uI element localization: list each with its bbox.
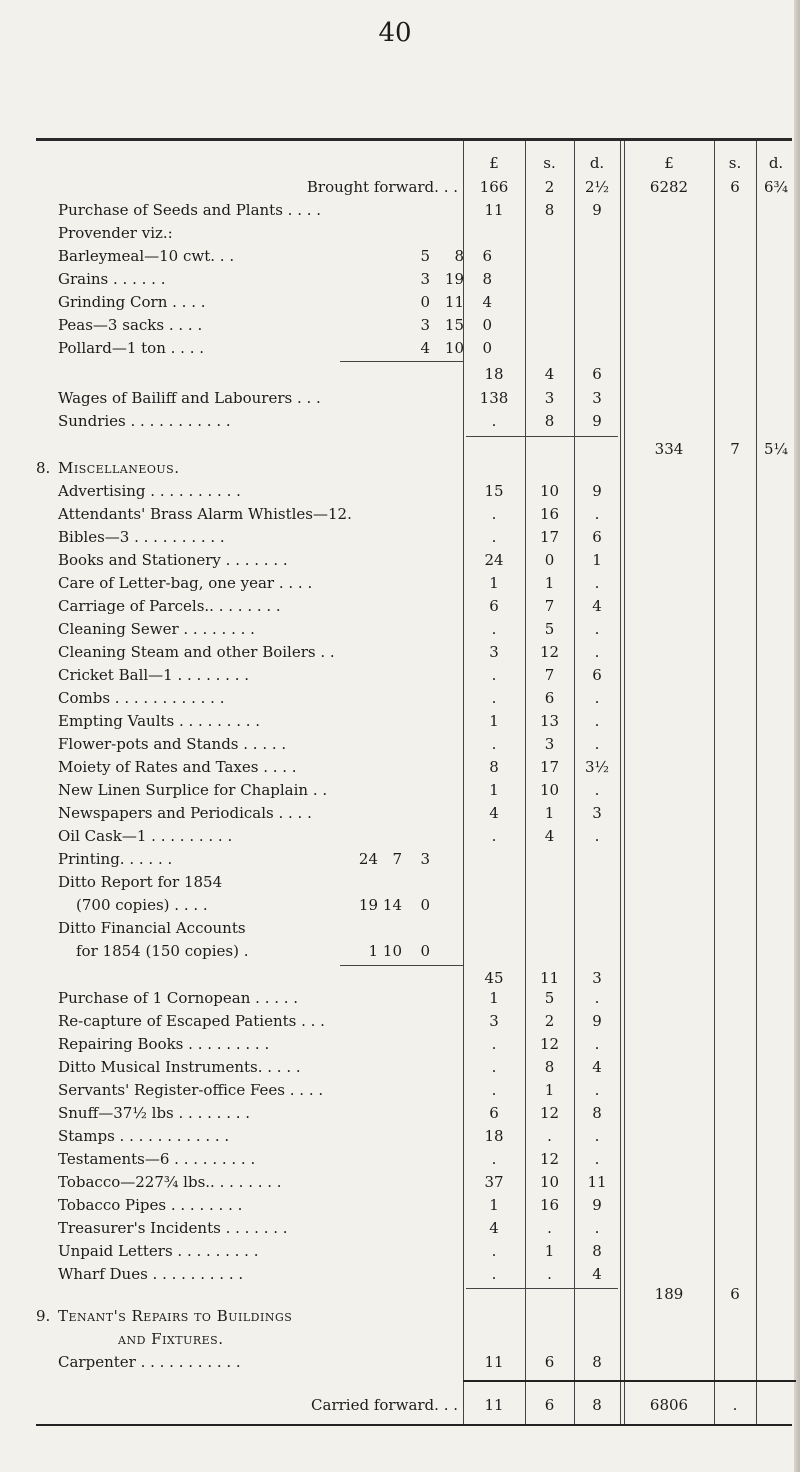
ledger-item-pence: . — [594, 735, 600, 753]
seeds-label: Purchase of Seeds and Plants . . . . — [58, 201, 322, 219]
tenants-section-title-cont: and Fixtures. — [118, 1330, 224, 1348]
ledger-item-pence: 3½ — [584, 758, 610, 776]
provender-item-shillings: 10 — [444, 339, 464, 357]
ledger-item-shillings: 12 — [539, 1035, 560, 1053]
ledger-item-pence: 3 — [592, 804, 602, 822]
ledger-item-pence: . — [594, 712, 600, 730]
misc-total-pounds: 189 — [654, 1285, 684, 1303]
ledger-item-pence: 9 — [592, 1012, 602, 1030]
sundries-pounds: . — [491, 412, 497, 430]
ledger-item-shillings: 3 — [544, 735, 555, 753]
ledger-item-label: Cricket Ball—1 . . . . . . . . — [58, 666, 250, 684]
sundries-shillings: 8 — [544, 412, 555, 430]
carpenter-label: Carpenter . . . . . . . . . . . — [58, 1353, 241, 1371]
ledger-item-shillings: 1 — [544, 804, 555, 822]
ledger-item-pence: 4 — [592, 1265, 602, 1283]
ledger-item-shillings: 16 — [539, 505, 560, 523]
ledger-item-shillings: 1 — [544, 574, 555, 592]
ledger-item-pence: 9 — [592, 482, 602, 500]
ledger-item-pence: . — [594, 574, 600, 592]
ledger-item-label: Treasurer's Incidents . . . . . . . — [58, 1219, 288, 1237]
provender-item-label: Pollard—1 ton . . . . — [58, 339, 205, 357]
ledger-item-pounds: . — [491, 689, 497, 707]
column-rule — [714, 141, 715, 1424]
provender-item-pence: 0 — [482, 316, 492, 334]
ledger-item-pounds: 3 — [489, 1012, 499, 1030]
carpenter-pounds: 11 — [484, 1353, 504, 1371]
provender-item-pence: 4 — [482, 293, 492, 311]
ledger-item-label: Unpaid Letters . . . . . . . . . — [58, 1242, 259, 1260]
wages-label: Wages of Bailiff and Labourers . . . — [58, 389, 321, 407]
provender-item-pounds: 3 — [420, 270, 430, 288]
section-total-pence: 5¼ — [763, 440, 789, 458]
provender-item-shillings: 19 — [444, 270, 464, 288]
ledger-item-label: Books and Stationery . . . . . . . — [58, 551, 288, 569]
ledger-item-pounds: 3 — [489, 643, 499, 661]
ledger-item-label: Servants' Register-office Fees . . . . — [58, 1081, 324, 1099]
wages-shillings: 3 — [544, 389, 555, 407]
ledger-item-pounds: 1 — [489, 712, 499, 730]
misc-total-rule — [466, 1288, 618, 1289]
column-rule — [620, 141, 621, 1424]
ledger-item-pounds: 6 — [489, 1104, 499, 1122]
ledger-item-pence: 4 — [592, 597, 602, 615]
ledger-item-shillings: 10 — [539, 781, 560, 799]
ledger-item-label: Oil Cask—1 . . . . . . . . . — [58, 827, 233, 845]
provender-item-label: Barleymeal—10 cwt. . . — [58, 247, 235, 265]
brought-forward-shillings: 2 — [544, 178, 555, 196]
ledger-item-pounds: 15 — [484, 482, 504, 500]
ledger-item-pounds: . — [491, 827, 497, 845]
ledger-item-label: Moiety of Rates and Taxes . . . . — [58, 758, 297, 776]
printing-item-pounds: 19 — [358, 896, 378, 914]
ledger-item-pounds: 1 — [489, 1196, 499, 1214]
misc-total-shillings: 6 — [730, 1285, 740, 1303]
ledger-item-label: Tobacco—227¾ lbs.. . . . . . . . — [58, 1173, 282, 1191]
ledger-item-pounds: . — [491, 620, 497, 638]
provender-item-shillings: 11 — [444, 293, 464, 311]
ledger-item-pence: . — [594, 643, 600, 661]
printing-item-pounds: 1 — [368, 942, 378, 960]
ledger-item-pence: . — [594, 620, 600, 638]
ledger-item-shillings: 2 — [544, 1012, 555, 1030]
carried-forward-total-shillings: . — [732, 1396, 738, 1414]
provender-item-pounds: 0 — [420, 293, 430, 311]
ledger-item-shillings: 1 — [544, 1242, 555, 1260]
ledger-item-pence: . — [594, 989, 600, 1007]
ledger-item-pounds: 24 — [484, 551, 504, 569]
ledger-item-shillings: 12 — [539, 1150, 560, 1168]
seeds-pence: 9 — [592, 201, 602, 219]
ledger-item-shillings: 5 — [544, 620, 555, 638]
ledger-item-shillings: 12 — [539, 643, 560, 661]
header-shillings-right: s. — [728, 154, 742, 172]
provender-item-pounds: 4 — [420, 339, 430, 357]
ledger-item-pence: . — [594, 1127, 600, 1145]
provender-item-pounds: 5 — [420, 247, 430, 265]
ledger-item-label: Tobacco Pipes . . . . . . . . — [58, 1196, 243, 1214]
brought-forward-total-pounds: 6282 — [649, 178, 689, 196]
ledger-item-pence: 11 — [587, 1173, 607, 1191]
ledger-item-shillings: 7 — [544, 666, 555, 684]
ledger-item-label: Snuff—37½ lbs . . . . . . . . — [58, 1104, 251, 1122]
ledger-item-pounds: . — [491, 505, 497, 523]
printing-item-pounds: 24 — [358, 850, 378, 868]
ledger-item-pence: 9 — [592, 1196, 602, 1214]
carried-forward-shillings: 6 — [544, 1396, 555, 1414]
brought-forward-pounds: 166 — [479, 178, 509, 196]
misc-section-number: 8. — [36, 459, 51, 477]
carpenter-shillings: 6 — [544, 1353, 555, 1371]
ledger-item-pence: . — [594, 1035, 600, 1053]
carried-forward-pounds: 11 — [484, 1396, 504, 1414]
ledger-item-pounds: . — [491, 1242, 497, 1260]
seeds-pounds: 11 — [484, 201, 504, 219]
carried-forward-total-pounds: 6806 — [649, 1396, 689, 1414]
ledger-item-pence: 6 — [592, 666, 602, 684]
header-shillings: s. — [543, 154, 556, 172]
printing-total-pence: 3 — [592, 969, 602, 987]
ledger-item-shillings: 16 — [539, 1196, 560, 1214]
ledger-item-pence: 4 — [592, 1058, 602, 1076]
ledger-item-pounds: 8 — [489, 758, 499, 776]
printing-item-label: (700 copies) . . . . — [76, 896, 208, 914]
provender-item-pence: 0 — [482, 339, 492, 357]
provender-item-label: Grinding Corn . . . . — [58, 293, 206, 311]
header-pounds: £ — [489, 154, 499, 172]
ledger-item-shillings: 6 — [544, 689, 555, 707]
printing-item-shillings: 10 — [382, 942, 402, 960]
provender-title: Provender viz.: — [58, 224, 173, 242]
ledger-item-pence: . — [594, 781, 600, 799]
ledger-item-pounds: 4 — [489, 804, 499, 822]
seeds-shillings: 8 — [544, 201, 555, 219]
ledger-item-label: Carriage of Parcels.. . . . . . . . — [58, 597, 281, 615]
ledger-item-pounds: . — [491, 735, 497, 753]
ledger-item-pence: 6 — [592, 528, 602, 546]
ledger-item-shillings: 13 — [539, 712, 560, 730]
ledger-item-shillings: 10 — [539, 1173, 560, 1191]
column-rule — [756, 141, 757, 1424]
ledger-item-shillings: 12 — [539, 1104, 560, 1122]
brought-forward-total-pence: 6¾ — [763, 178, 789, 196]
brought-forward-label: Brought forward. . . — [306, 178, 458, 196]
ledger-item-shillings: 10 — [539, 482, 560, 500]
ledger-item-shillings: 5 — [544, 989, 555, 1007]
ledger-item-label: Combs . . . . . . . . . . . . — [58, 689, 225, 707]
printing-total-pounds: 45 — [484, 969, 504, 987]
printing-item-pence: 0 — [420, 942, 430, 960]
ledger-item-pence: . — [594, 1219, 600, 1237]
printing-item-shillings: 7 — [392, 850, 402, 868]
provender-item-label: Grains . . . . . . — [58, 270, 166, 288]
ledger-item-shillings: 1 — [544, 1081, 555, 1099]
carried-forward-label: Carried forward. . . — [311, 1396, 458, 1414]
ledger-item-shillings: 7 — [544, 597, 555, 615]
ledger-item-pounds: . — [491, 1081, 497, 1099]
brought-forward-pence: 2½ — [584, 178, 610, 196]
section-total-rule — [466, 436, 618, 437]
tenants-section-number: 9. — [36, 1307, 51, 1325]
wages-pence: 3 — [592, 389, 602, 407]
page-number: 40 — [378, 18, 412, 48]
printing-item-label: for 1854 (150 copies) . — [76, 942, 249, 960]
header-pence-right: d. — [768, 154, 784, 172]
ledger-item-pence: . — [594, 689, 600, 707]
printing-item-label: Ditto Financial Accounts — [58, 919, 246, 937]
ledger-item-pounds: . — [491, 1265, 497, 1283]
provender-total-pounds: 18 — [484, 365, 504, 383]
provender-subtotal-rule — [340, 361, 463, 362]
ledger-item-shillings: . — [547, 1219, 552, 1237]
ledger-item-label: Newspapers and Periodicals . . . . — [58, 804, 312, 822]
ledger-item-pounds: 37 — [484, 1173, 504, 1191]
ledger-item-pence: 1 — [592, 551, 602, 569]
ledger-item-pounds: 4 — [489, 1219, 499, 1237]
ledger-item-label: Purchase of 1 Cornopean . . . . . — [58, 989, 299, 1007]
ledger-item-shillings: 4 — [544, 827, 555, 845]
page-edge — [794, 0, 800, 1472]
ledger-item-shillings: 0 — [544, 551, 555, 569]
header-pence: d. — [589, 154, 605, 172]
carpenter-pence: 8 — [592, 1353, 602, 1371]
provender-total-pence: 6 — [592, 365, 602, 383]
provender-item-shillings: 15 — [444, 316, 464, 334]
column-rule — [624, 141, 625, 1424]
printing-total-shillings: 11 — [539, 969, 560, 987]
ledger-item-pounds: 1 — [489, 781, 499, 799]
ledger-item-shillings: 8 — [544, 1058, 555, 1076]
provender-item-label: Peas—3 sacks . . . . — [58, 316, 203, 334]
provender-item-shillings: 8 — [454, 247, 464, 265]
ledger-item-label: Attendants' Brass Alarm Whistles—12. — [58, 505, 352, 523]
printing-item-pence: 3 — [420, 850, 430, 868]
sundries-label: Sundries . . . . . . . . . . . — [58, 412, 231, 430]
ledger-item-label: New Linen Surplice for Chaplain . . — [58, 781, 328, 799]
ledger-item-pounds: 18 — [484, 1127, 504, 1145]
ledger-item-label: Re-capture of Escaped Patients . . . — [58, 1012, 325, 1030]
provender-total-shillings: 4 — [544, 365, 555, 383]
provender-item-pence: 6 — [482, 247, 492, 265]
ledger-item-label: Cleaning Sewer . . . . . . . . — [58, 620, 255, 638]
ledger-item-pounds: . — [491, 666, 497, 684]
carried-forward-rule — [463, 1380, 796, 1382]
sundries-pence: 9 — [592, 412, 602, 430]
ledger-item-label: Wharf Dues . . . . . . . . . . — [58, 1265, 244, 1283]
header-pounds-right: £ — [664, 154, 674, 172]
provender-item-pounds: 3 — [420, 316, 430, 334]
ledger-item-label: Repairing Books . . . . . . . . . — [58, 1035, 270, 1053]
ledger-item-pounds: 6 — [489, 597, 499, 615]
ledger-item-pounds: . — [491, 1058, 497, 1076]
ledger-item-shillings: . — [547, 1127, 552, 1145]
printing-subtotal-rule — [340, 965, 463, 966]
ledger-item-label: Empting Vaults . . . . . . . . . — [58, 712, 261, 730]
printing-item-pence: 0 — [420, 896, 430, 914]
ledger-item-label: Flower-pots and Stands . . . . . — [58, 735, 287, 753]
ledger-item-pounds: 1 — [489, 574, 499, 592]
section-total-shillings: 7 — [730, 440, 740, 458]
wages-pounds: 138 — [479, 389, 509, 407]
ledger-item-pence: . — [594, 827, 600, 845]
tenants-section-title: Tenant's Repairs to Buildings — [58, 1307, 293, 1325]
ledger-item-pence: 8 — [592, 1242, 602, 1260]
ledger-item-label: Cleaning Steam and other Boilers . . — [58, 643, 335, 661]
brought-forward-total-shillings: 6 — [730, 178, 740, 196]
ledger-item-shillings: 17 — [539, 528, 560, 546]
provender-item-pence: 8 — [482, 270, 492, 288]
section-total-pounds: 334 — [654, 440, 684, 458]
ledger-item-pounds: 1 — [489, 989, 499, 1007]
printing-item-label: Ditto Report for 1854 — [58, 873, 223, 891]
ledger-item-pence: . — [594, 1081, 600, 1099]
carried-forward-pence: 8 — [592, 1396, 602, 1414]
ledger-item-pence: . — [594, 1150, 600, 1168]
ledger-item-label: Stamps . . . . . . . . . . . . — [58, 1127, 230, 1145]
ledger-item-shillings: . — [547, 1265, 552, 1283]
ledger-item-shillings: 17 — [539, 758, 560, 776]
ledger-item-pounds: . — [491, 1035, 497, 1053]
printing-item-label: Printing. . . . . . — [58, 850, 173, 868]
ledger-item-pence: . — [594, 505, 600, 523]
top-rule — [36, 138, 792, 141]
ledger-item-label: Care of Letter-bag, one year . . . . — [58, 574, 313, 592]
misc-section-title: Miscellaneous. — [58, 459, 180, 477]
bottom-rule — [36, 1424, 792, 1426]
printing-item-shillings: 14 — [382, 896, 402, 914]
ledger-item-label: Testaments—6 . . . . . . . . . — [58, 1150, 256, 1168]
ledger-item-pounds: . — [491, 528, 497, 546]
ledger-item-label: Advertising . . . . . . . . . . — [58, 482, 241, 500]
ledger-item-pounds: . — [491, 1150, 497, 1168]
ledger-item-label: Ditto Musical Instruments. . . . . — [58, 1058, 301, 1076]
ledger-item-label: Bibles—3 . . . . . . . . . . — [58, 528, 225, 546]
ledger-item-pence: 8 — [592, 1104, 602, 1122]
